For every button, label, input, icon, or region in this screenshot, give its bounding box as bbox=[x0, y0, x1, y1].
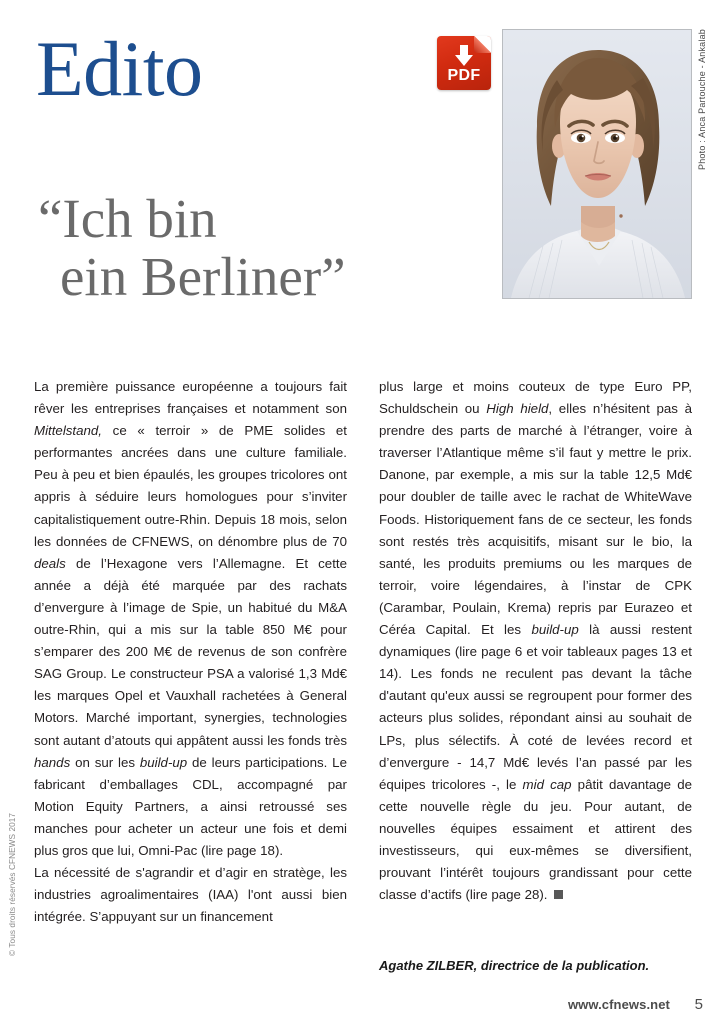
article-body-left-column bbox=[34, 376, 347, 928]
emphasis-text: build-up bbox=[531, 622, 579, 638]
emphasis-text: mid cap bbox=[522, 776, 572, 792]
body-text: , elles n’hésitent pas à prendre des parts de marché à l’étranger, voire à traverser l’Atlantique même s’il faut y mettre le prix. Danone, par exemple, a mis sur la table 12,5 Md€ pour doubler de taille avec le rachat de WhiteWave Foods. Historiquement fans de ce secteur, les fonds sont restés très acquisitifs, misant sur le bio, la santé, les produits premiums ou les marques de terroir, voire légendaires, à l’instar de CPK (Carambar, Poulain, Krema) repris par Eurazeo et Céréa Capital. Et les bbox=[379, 401, 692, 638]
emphasis-text: High hield bbox=[486, 401, 549, 417]
page-title: Edito bbox=[36, 25, 203, 112]
article-body-right-column bbox=[379, 376, 692, 906]
article-paragraph bbox=[34, 376, 347, 862]
article-paragraph bbox=[34, 862, 347, 928]
end-of-article-mark bbox=[554, 890, 563, 899]
body-text: La première puissance européenne a toujours fait rêver les entreprises françaises et notamment son bbox=[34, 379, 347, 417]
article-paragraph bbox=[379, 376, 692, 906]
page-number: 5 bbox=[694, 996, 703, 1013]
body-text: ce « terroir » de PME solides et performantes ancrées dans une culture familiale. Peu à peu et bien épaulés, les groupes tricolores ont appris à séduire leurs homologues pour s’inviter capitalistiquement outre-Rhin. Depuis 18 mois, selon les données de CFNEWS, on dénombre plus de 70 bbox=[34, 423, 347, 549]
body-text: pâtit davantage de cette nouvelle règle du jeu. Pour autant, de nouvelles équipes essaiment et attirent des investisseurs, qui eux-mêmes se diversifient, prouvant l’intérêt toujours grandissant pour cette classe d’actifs (lire page 28). bbox=[379, 776, 692, 903]
footer-website-link[interactable]: www.cfnews.net bbox=[567, 997, 670, 1012]
body-text: La nécessité de s'agrandir et d’agir en stratège, les industries agroalimentaires (IAA) l'ont aussi bien intégrée. S’appuyant sur un financement bbox=[34, 865, 347, 925]
body-text: de leurs participations. Le fabricant d’emballages CDL, accompagné par Motion Equity Partners, a ainsi retroussé ses manches pour acheter un acteur une fois et demi plus gros que lui, Omni-Pac (lire page 18). bbox=[34, 754, 347, 858]
body-text: on sur les bbox=[70, 754, 140, 770]
download-arrow-icon bbox=[452, 45, 476, 67]
emphasis-text: build-up bbox=[139, 754, 188, 770]
headline-line-2: ein Berliner” bbox=[60, 246, 346, 307]
article-headline bbox=[38, 190, 468, 306]
body-text: plus large et moins couteux de type Euro PP, Schuldschein ou bbox=[379, 379, 692, 417]
pdf-download-button[interactable] bbox=[437, 36, 491, 90]
pdf-badge-label: PDF bbox=[447, 67, 481, 84]
emphasis-text: deals bbox=[34, 555, 66, 571]
headline-line-1: “Ich bin bbox=[38, 188, 217, 249]
author-signature: Agathe ZILBER, directrice de la publication. bbox=[379, 958, 650, 973]
body-text: de l’Hexagone vers l’Allemagne. Et cette année a déjà été marquée par des rachats d’envergure à l’image de Spie, un habitué du M&A outre-Rhin, qui a mis sur la table 850 M€ pour s’emparer des 200 M€ de revenus de son confrère SAG Group. Le constructeur PSA a valorisé 1,3 Md€ les marques Opel et Vauxhall rachetées à General Motors. Marché important, synergies, technologies sont autant d’atouts qui appâtent aussi les fonds très bbox=[34, 555, 347, 748]
portrait-illustration bbox=[503, 30, 691, 298]
emphasis-text: Mittelstand, bbox=[34, 423, 102, 439]
body-text: là aussi restent dynamiques (lire page 6 et voir tableaux pages 13 et 14). Les fonds ne reculent pas devant la tâche d'autant qu'eux aussi se regroupent pour former des acteurs plus solides, répondant ainsi au souhait de LPs, plus sélectifs. À coté de levées record et d’envergure - 14,7 Md€ levés l’an passé par les équipes tricolores -, le bbox=[379, 622, 692, 792]
portrait-photo bbox=[502, 29, 692, 299]
photo-credit: Photo : Anca Partouche - Ankalab bbox=[697, 29, 707, 170]
copyright-notice: © Tous droits réservés CFNEWS 2017 bbox=[8, 812, 17, 956]
emphasis-text: hands bbox=[34, 754, 71, 770]
page-fold-corner-icon bbox=[474, 36, 491, 53]
